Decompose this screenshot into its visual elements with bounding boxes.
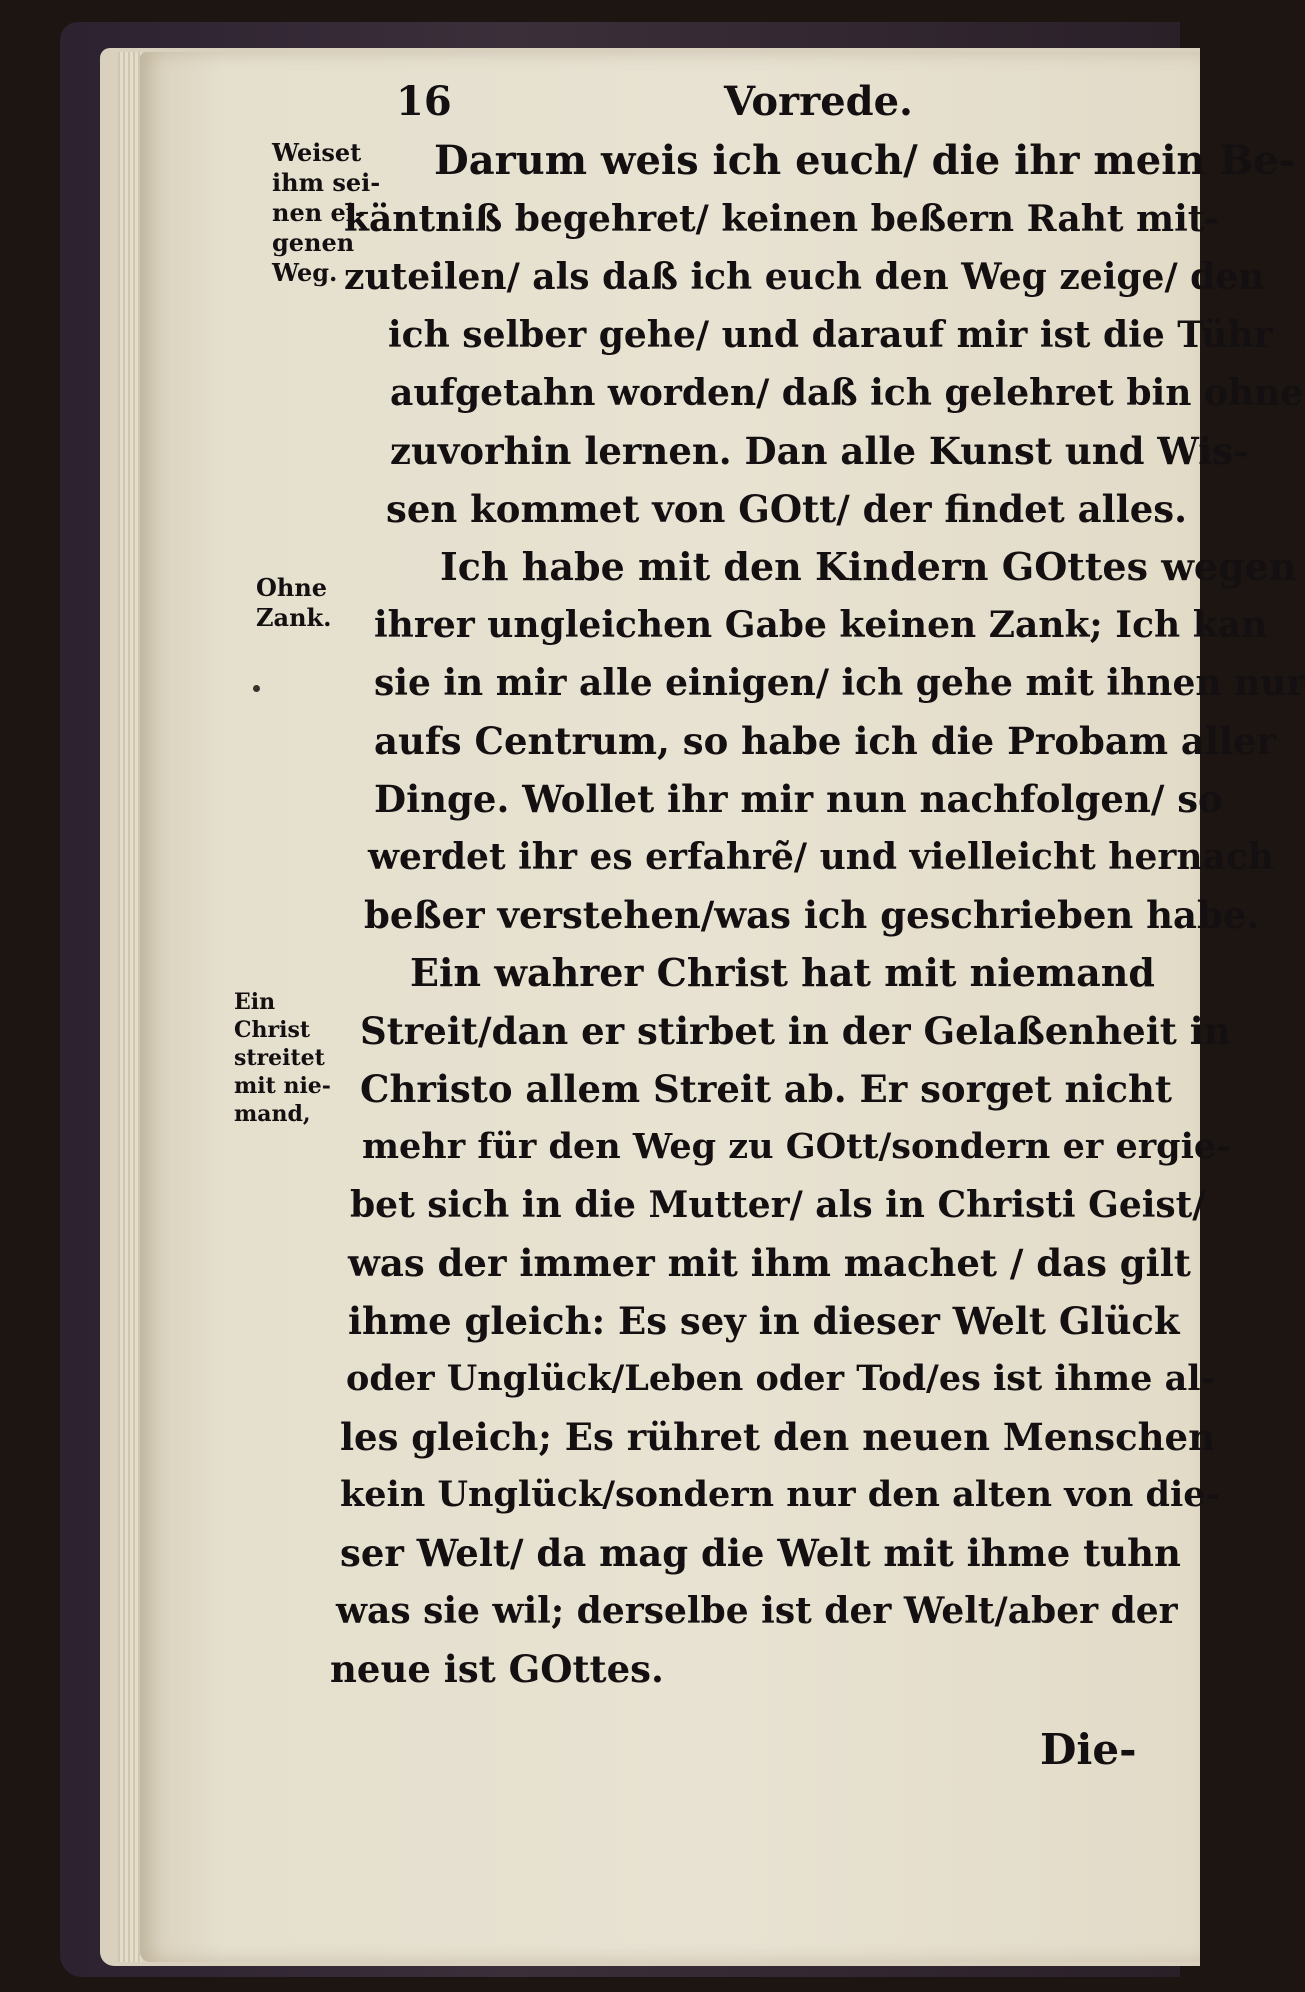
text-line: Darum weis ich euch/ die ihr mein Be- bbox=[434, 137, 1296, 184]
text-line: bet sich in die Mutter/ als in Christi Geist/ bbox=[350, 1184, 1206, 1226]
text-line: aufs Centrum, so habe ich die Probam aller bbox=[374, 719, 1277, 763]
text-line: aufgetahn worden/ daß ich gelehret bin ohne bbox=[390, 372, 1304, 414]
text-line: beßer verstehen/was ich geschrieben habe. bbox=[364, 893, 1260, 937]
text-line: Ich habe mit den Kindern GOttes wegen bbox=[440, 544, 1297, 589]
text-line: Dinge. Wollet ihr mir nun nachfolgen/ so bbox=[374, 777, 1223, 821]
page-header bbox=[0, 78, 1200, 128]
text-line: zuteilen/ als daß ich euch den Weg zeige/ den bbox=[344, 256, 1265, 298]
margin-note: Weiset ihm sei- nen ei- genen Weg. bbox=[272, 138, 381, 287]
text-line: mehr für den Weg zu GOtt/sondern er ergie- bbox=[362, 1126, 1231, 1167]
margin-note: Ein Christ streitet mit nie- mand, bbox=[234, 989, 331, 1127]
page-number: 16 bbox=[396, 78, 452, 125]
text-line: zuvorhin lernen. Dan alle Kunst und Wis- bbox=[390, 429, 1249, 473]
text-line: Christo allem Streit ab. Er sorget nicht bbox=[360, 1067, 1172, 1111]
text-line: sie in mir alle einigen/ ich gehe mit ihnen nur bbox=[374, 662, 1305, 704]
text-line: Streit/dan er stirbet in der Gelaßenheit in bbox=[360, 1009, 1231, 1053]
text-line: was der immer mit ihm machet / das gilt bbox=[348, 1241, 1191, 1285]
text-line: Ein wahrer Christ hat mit niemand bbox=[410, 950, 1155, 995]
text-line: ser Welt/ da mag die Welt mit ihme tuhn bbox=[340, 1531, 1181, 1575]
running-head: Vorrede. bbox=[724, 78, 913, 125]
margin-dot bbox=[253, 685, 260, 692]
text-line: kein Unglück/sondern nur den alten von die- bbox=[340, 1474, 1221, 1515]
text-line: käntniß begehret/ keinen beßern Raht mit- bbox=[344, 198, 1220, 240]
text-line: oder Unglück/Leben oder Tod/es ist ihme al- bbox=[346, 1358, 1216, 1399]
text-line: les gleich; Es rühret den neuen Menschen bbox=[340, 1415, 1215, 1459]
text-line: werdet ihr es erfahrẽ/ und vielleicht hernach bbox=[368, 836, 1274, 878]
text-line: was sie wil; derselbe ist der Welt/aber der bbox=[336, 1590, 1178, 1632]
page-edges bbox=[118, 52, 142, 1962]
text-line: ihme gleich: Es sey in dieser Welt Glück bbox=[348, 1299, 1180, 1343]
margin-note: Ohne Zank. bbox=[256, 573, 332, 632]
text-line: ich selber gehe/ und darauf mir ist die Tühr bbox=[388, 314, 1273, 356]
text-line: sen kommet von GOtt/ der findet alles. bbox=[386, 487, 1187, 531]
text-line: ihrer ungleichen Gabe keinen Zank; Ich kan bbox=[374, 604, 1268, 646]
catchword: Die- bbox=[1040, 1725, 1137, 1774]
text-line: neue ist GOttes. bbox=[330, 1647, 664, 1691]
